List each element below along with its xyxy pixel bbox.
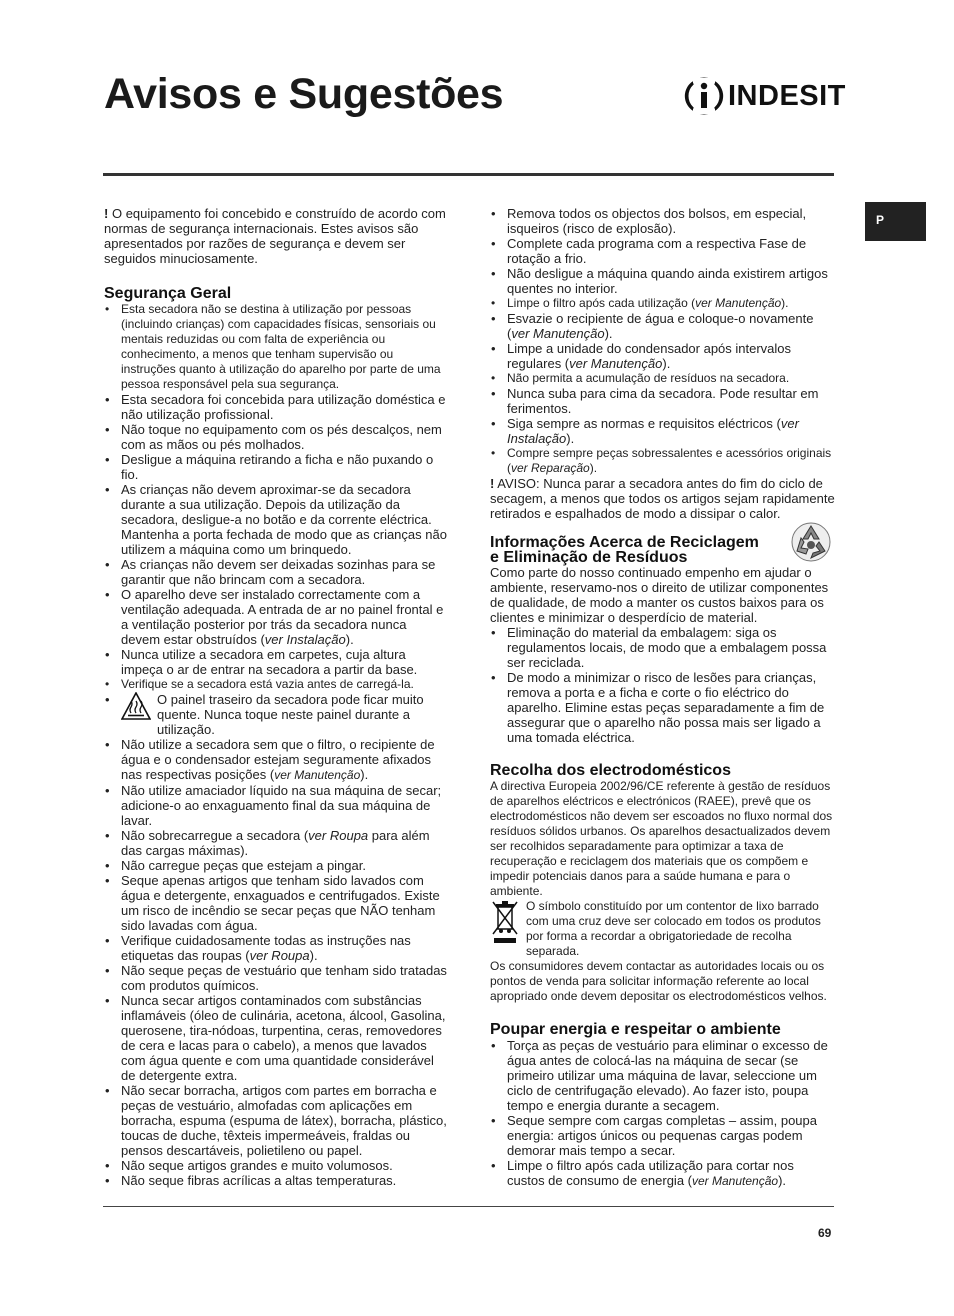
language-tab: P — [865, 202, 926, 241]
list-item: • Esta secadora foi concebida para utilização doméstica e não utilização profissional. — [104, 392, 449, 422]
list-item: • Verifique cuidadosamente todas as instruções nas etiquetas das roupas (ver Roupa). — [104, 933, 449, 963]
list-item: • O aparelho deve ser instalado correctamente com a ventilação adequada. A entrada de ar no painel frontal e a ventilação posterior por trás da secadora nunca devem estar obstruídos (ver Instalação). — [104, 587, 449, 647]
safety-heading: Segurança Geral — [104, 285, 232, 302]
cross-reference: ver Roupa — [249, 948, 310, 963]
list-item: • Torça as peças de vestuário para eliminar o excesso de água antes de colocá-las na máquina de secar (se primeiro utilizar uma máquina de lavar, seleccione um ciclo de centrifugação elevado). Ao fazer isto, poupa tempo e energia durante a secagem. — [490, 1038, 835, 1113]
cross-reference: ver Manutenção — [692, 1174, 779, 1188]
safety-list — [104, 302, 449, 1188]
list-item: • Não toque no equipamento com os pés descalços, nem com as mãos ou pés molhados. — [104, 422, 449, 452]
recycling-heading-block — [490, 535, 835, 565]
list-item: • Nunca secar artigos contaminados com substâncias inflamáveis (óleo de culinária, acetona, álcool, Gasolina, querosene, tira-nódoas, turpentina, ceras, removedores de cera e lacas para o cabelo), a menos que lavados com água quente e com uma quantidade considerável de detergente extra. — [104, 993, 449, 1083]
safety-list-continued — [490, 206, 835, 476]
list-item: • Esvazie o recipiente de água e coloque-o novamente (ver Manutenção). — [490, 311, 835, 341]
list-item: • Limpe a unidade do condensador após intervalos regulares (ver Manutenção). — [490, 341, 835, 371]
cross-reference: ver Manutenção — [569, 356, 663, 371]
list-item: • Não carregue peças que estejam a pingar. — [104, 858, 449, 873]
list-item: • Verifique se a secadora está vazia antes de carregá-la. — [104, 677, 449, 692]
cross-reference: ver Instalação — [264, 632, 346, 647]
recycling-icon — [789, 521, 833, 566]
list-item: • Não utilize a secadora sem que o filtro, o recipiente de água e o condensador estejam seguramente afixados nas respectivas posições (ver Manutenção). — [104, 737, 449, 783]
cross-reference: ver Manutenção — [511, 326, 605, 341]
recycling-intro: Como parte do nosso continuado empenho em ajudar o ambiente, reservamo-nos o direito de utilizar componentes de qualidade, de modo a manter os custos baixos para os clientes e minimizar o desperdício de material. — [490, 565, 829, 625]
cross-reference: ver Roupa — [308, 828, 369, 843]
cross-reference: ver Manutenção — [274, 768, 361, 782]
list-item: • Limpe o filtro após cada utilização para cortar nos custos de consumo de energia (ver Manutenção). — [490, 1158, 835, 1189]
energy-heading: Poupar energia e respeitar o ambiente — [490, 1021, 781, 1038]
weee-paragraph: A directiva Europeia 2002/96/CE referente à gestão de resíduos de aparelhos eléctricos e electrónicos (RAEE), prevê que os electrodomésticos não devem ser escoados no fluxo normal dos resíduos sólidos urbanos. Os aparelhos desactualizados devem ser recolhidos separadamente para optimizar a taxa de recuperação e reciclagem dos materiais que os compõem e impedir potenciais danos para a saúde humana e para o ambiente. — [490, 779, 833, 898]
list-item: • Não desligue a máquina quando ainda existirem artigos quentes no interior. — [490, 266, 835, 296]
list-item: • Não seque artigos grandes e muito volumosos. — [104, 1158, 449, 1173]
list-item: • Siga sempre as normas e requisitos eléctricos (ver Instalação). — [490, 416, 835, 446]
energy-list — [490, 1038, 835, 1189]
list-item: • Complete cada programa com a respectiva Fase de rotação a frio. — [490, 236, 835, 266]
weee-contact: Os consumidores devem contactar as autoridades locais ou os pontos de venda para solicitar informação referente ao local apropriado onde devem depositar os electrodomésticos velhos. — [490, 959, 827, 1003]
hot-surface-warning-icon — [121, 692, 151, 737]
list-item: • Não utilize amaciador líquido na sua máquina de secar; adicione-o ao enxaguamento final da sua máquina de lavar. — [104, 783, 449, 828]
warning-mark: ! — [104, 206, 109, 221]
list-item: • Nunca utilize a secadora em carpetes, cuja altura impeça o ar de entrar na secadora a partir da base. — [104, 647, 449, 677]
brand-logo — [684, 76, 846, 116]
indesit-logo-icon — [684, 76, 724, 116]
list-item: • Remova todos os objectos dos bolsos, em especial, isqueiros (risco de explosão). — [490, 206, 835, 236]
intro-paragraph: ! O equipamento foi concebido e construído de acordo com normas de segurança internacionais. Estes avisos são apresentados por razões de segurança e devem ser seguidos minuciosamente. — [104, 206, 446, 266]
page-title: Avisos e Sugestões — [104, 70, 504, 118]
header-divider — [103, 173, 834, 176]
left-column — [104, 206, 449, 1188]
footer-divider — [103, 1206, 834, 1207]
cross-reference: ver Manutenção — [695, 296, 782, 310]
list-item: • Seque apenas artigos que tenham sido lavados com água e detergente, enxaguados e centrifugados. Existe um risco de incêndio se secar peças que NÃO tenham sido lavadas com água. — [104, 873, 449, 933]
list-item: • Limpe o filtro após cada utilização (ver Manutenção). — [490, 296, 835, 311]
weee-symbol-block: O símbolo constituído por um contentor de lixo barrado com uma cruz deve ser colocado em todos os produtos por forma a recordar a obrigatoriedade de recolha separada. — [490, 899, 835, 959]
list-item: • Não secar borracha, artigos com partes em borracha e peças de vestuário, almofadas com aplicações em borracha, espuma (espuma de látex), borracha, plástico, toucas de duche, têxteis impermeáveis, fraldas ou pensos descartáveis, polietileno ou papel. — [104, 1083, 449, 1158]
recycling-list — [490, 625, 835, 745]
right-column — [490, 206, 835, 1189]
list-item: • Esta secadora não se destina à utilização por pessoas (incluindo crianças) com capacidades físicas, sensoriais ou mentais reduzidas ou com falta de experiência ou conhecimento, a menos que tenham supervisão ou instruções quanto à utilização do aparelho por parte de uma pessoa responsável pela sua segurança. — [104, 302, 449, 392]
list-item: • Eliminação do material da embalagem: siga os regulamentos locais, de modo que a embalagem possa ser reciclada. — [490, 625, 835, 670]
cross-reference: ver Reparação — [511, 461, 590, 475]
page-number: 69 — [818, 1226, 832, 1240]
list-item: • De modo a minimizar o risco de lesões para crianças, remova a porta e a ficha e corte o fio eléctrico do aparelho. Elimine estas peças separadamente a fim de assegurar que o aparelho não possa mais ser ligado a uma tomada eléctrica. — [490, 670, 835, 745]
warning-mark: ! — [490, 476, 495, 491]
list-item: • Não seque fibras acrílicas a altas temperaturas. — [104, 1173, 449, 1188]
crossed-bin-icon — [490, 899, 520, 959]
list-item: • Desligue a máquina retirando a ficha e não puxando o fio. — [104, 452, 449, 482]
list-item: • O painel traseiro da secadora pode ficar muito quente. Nunca toque neste painel durante a utilização. — [104, 692, 449, 737]
recycling-heading: Informações Acerca de Reciclagem e Eliminação de Resíduos — [490, 534, 759, 566]
weee-heading: Recolha dos electrodomésticos — [490, 762, 731, 779]
list-item: • Não sobrecarregue a secadora (ver Roupa para além das cargas máximas). — [104, 828, 449, 858]
warning-paragraph: ! AVISO: Nunca parar a secadora antes do fim do ciclo de secagem, a menos que todos os artigos sejam rapidamente retirados e espalhados de modo a dissipar o calor. — [490, 476, 835, 521]
list-item: • Seque sempre com cargas completas – assim, poupa energia: artigos únicos ou pequenas cargas podem demorar mais tempo a secar. — [490, 1113, 835, 1158]
list-item: • As crianças não devem aproximar-se da secadora durante a sua utilização. Depois da utilização da secadora, desligue-a no botão e da corrente eléctrica. Mantenha a porta fechada de modo que as crianças não utilizem a máquina como um brinquedo. — [104, 482, 449, 557]
list-item: • Não seque peças de vestuário que tenham sido tratadas com produtos químicos. — [104, 963, 449, 993]
cross-reference: ver Instalação — [507, 416, 799, 446]
list-item: • Compre sempre peças sobressalentes e acessórios originais (ver Reparação). — [490, 446, 835, 476]
list-item: • Nunca suba para cima da secadora. Pode resultar em ferimentos. — [490, 386, 835, 416]
brand-wordmark: INDESIT — [728, 79, 846, 112]
list-item: • As crianças não devem ser deixadas sozinhas para se garantir que não brincam com a secadora. — [104, 557, 449, 587]
list-item: • Não permita a acumulação de resíduos na secadora. — [490, 371, 835, 386]
